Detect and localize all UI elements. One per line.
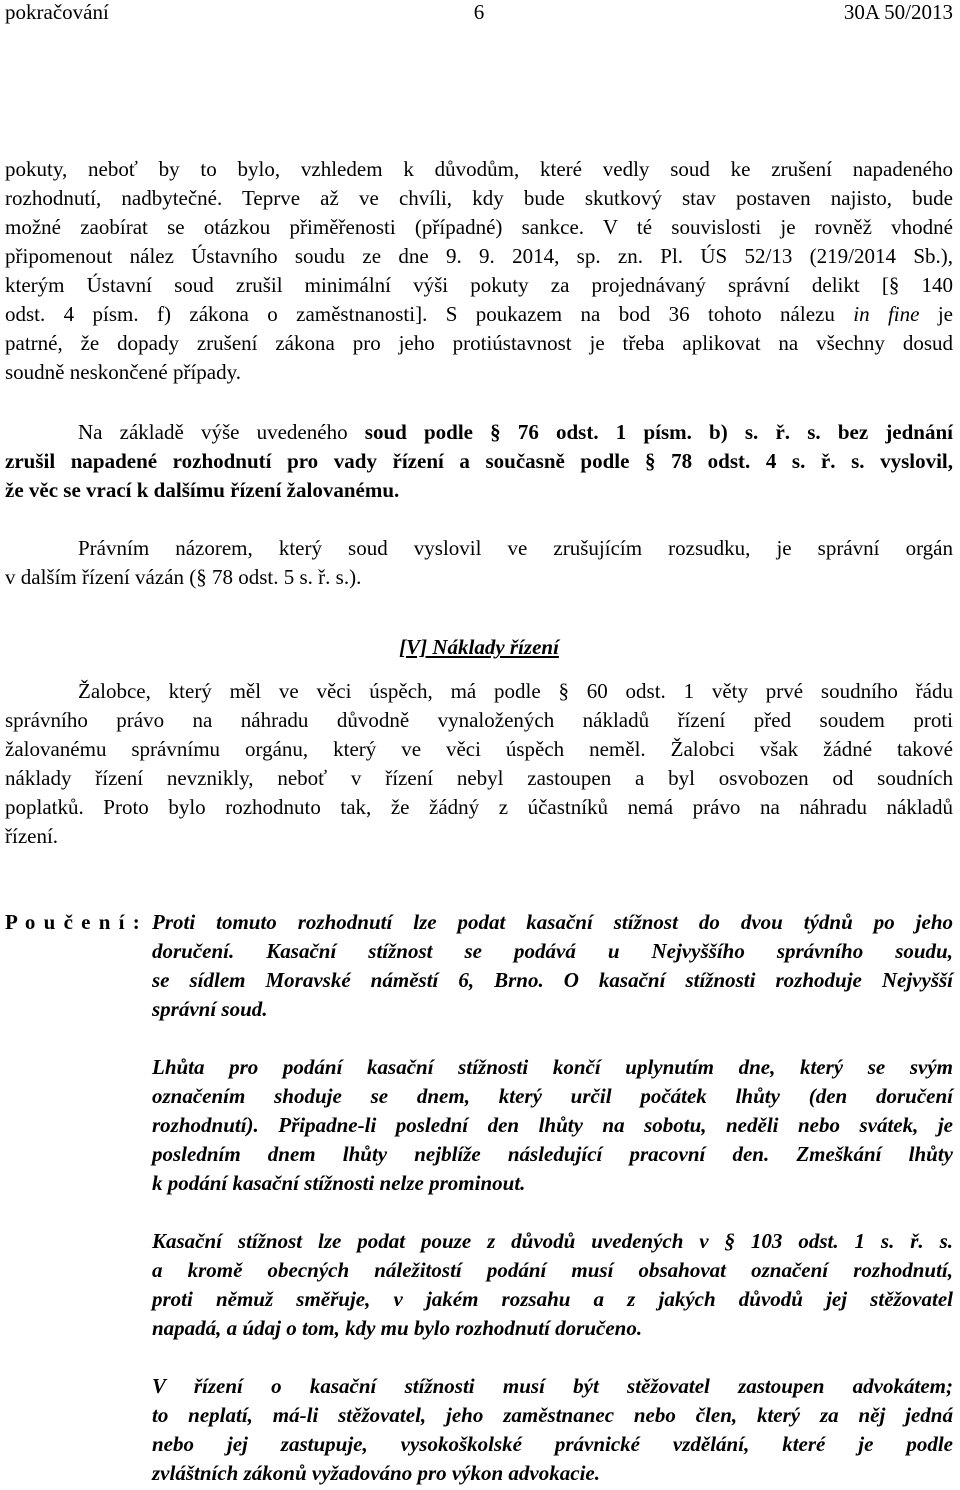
instruction-block-appeal bbox=[152, 908, 953, 1024]
continuation-label: pokračování bbox=[5, 0, 109, 24]
text-line: možné zaobírat se otázkou přiměřenosti (případné) sankce. V té souvislosti je rovněž vhodné bbox=[5, 215, 953, 239]
section-heading-text: [V] Náklady řízení bbox=[399, 635, 559, 659]
text-line: doručení. Kasační stížnost se podává u Nejvyššího správního soudu, bbox=[152, 939, 953, 963]
italic-text: in fine bbox=[853, 302, 920, 326]
bold-text: soud podle § 76 odst. 1 písm. b) s. ř. s. bez jednání bbox=[364, 420, 954, 444]
text-line: v dalším řízení vázán (§ 78 odst. 5 s. ř. s.). bbox=[5, 565, 362, 589]
text-line: to neplatí, má-li stěžovatel, jeho zaměstnanec nebo člen, který za něj jedná bbox=[152, 1403, 953, 1427]
text-line: patrné, že dopady zrušení zákona pro jeho protiústavnost je třeba aplikovat na všechny dosud bbox=[5, 331, 953, 355]
instruction-block-representation bbox=[152, 1372, 953, 1488]
text-line: označením shoduje se dnem, který určil počátek lhůty (den doručení bbox=[152, 1084, 953, 1108]
text-line: řízení. bbox=[5, 824, 59, 848]
page-header bbox=[5, 0, 953, 24]
text-line: se sídlem Moravské náměstí 6, Brno. O kasační stížnosti rozhoduje Nejvyšší bbox=[152, 968, 953, 992]
text-line: nebo jej zastupuje, vysokoškolské právnické vzdělání, které je podle bbox=[152, 1432, 953, 1456]
text-line: poplatků. Proto bylo rozhodnuto tak, že žádný z účastníků nemá právo na náhradu nákladů bbox=[5, 795, 953, 819]
text-line: V řízení o kasační stížnosti musí být stěžovatel zastoupen advokátem; bbox=[152, 1374, 953, 1398]
text-line: připomenout nález Ústavního soudu ze dne 9. 9. 2014, sp. zn. Pl. ÚS 52/13 (219/2014 Sb.), bbox=[5, 244, 953, 268]
text-segment: je bbox=[919, 302, 953, 326]
text-line: zvláštních zákonů vyžadováno pro výkon advokacie. bbox=[152, 1461, 600, 1485]
instruction-block-deadline bbox=[152, 1053, 953, 1198]
text-line: Právním názorem, který soud vyslovil ve zrušujícím rozsudku, je správní orgán bbox=[78, 536, 953, 560]
section-heading bbox=[5, 633, 953, 662]
text-line: pokuty, neboť by to bylo, vzhledem k důvodům, které vedly soud ke zrušení napadeného bbox=[5, 157, 953, 181]
instruction-block-grounds bbox=[152, 1227, 953, 1343]
text-line: kterým Ústavní soud zrušil minimální výši pokuty za projednávaný správní delikt [§ 140 bbox=[5, 273, 953, 297]
text-line: rozhodnutí). Připadne-li poslední den lhůty na sobotu, neděli nebo svátek, je bbox=[152, 1113, 953, 1137]
text-line: proti němuž směřuje, v jakém rozsahu a z jakých důvodů jej stěžovatel bbox=[152, 1287, 953, 1311]
case-number: 30A 50/2013 bbox=[843, 0, 953, 24]
text-segment: Na základě výše uvedeného bbox=[78, 420, 365, 444]
text-line: Proti tomuto rozhodnutí lze podat kasační stížnost do dvou týdnů po jeho bbox=[152, 910, 953, 934]
text-line: Lhůta pro podání kasační stížnosti končí uplynutím dne, který se svým bbox=[152, 1055, 953, 1079]
bold-text-line: zrušil napadené rozhodnutí pro vady řízení a současně podle § 78 odst. 4 s. ř. s. vyslovil, bbox=[5, 449, 953, 473]
text-line: správní soud. bbox=[152, 997, 268, 1021]
text-line: náklady řízení nevznikly, neboť v řízení nebyl zastoupen a byl osvobozen od soudních bbox=[5, 766, 953, 790]
text-line bbox=[5, 418, 953, 447]
costs-paragraph bbox=[5, 677, 953, 851]
text-line: správního právo na náhradu důvodně vynaložených nákladů řízení před soudem proti bbox=[5, 708, 953, 732]
text-line: Žalobce, který měl ve věci úspěch, má podle § 60 odst. 1 věty prvé soudního řádu bbox=[78, 679, 953, 703]
instruction-label: P o u č e n í : bbox=[5, 910, 142, 934]
reasoning-paragraph bbox=[5, 155, 953, 387]
bold-text-line: že věc se vrací k dalšímu řízení žalovanému. bbox=[5, 478, 400, 502]
text-line bbox=[5, 300, 953, 329]
legal-opinion-paragraph bbox=[5, 534, 953, 592]
text-line: rozhodnutí, nadbytečné. Teprve až ve chvíli, kdy bude skutkový stav postaven najisto, bude bbox=[5, 186, 953, 210]
verdict-paragraph bbox=[5, 418, 953, 505]
text-line: a kromě obecných náležitostí podání musí obsahovat označení rozhodnutí, bbox=[152, 1258, 953, 1282]
text-segment: odst. 4 písm. f) zákona o zaměstnanosti]. S poukazem na bod 36 tohoto nálezu bbox=[5, 302, 854, 326]
text-line: Kasační stížnost lze podat pouze z důvodů uvedených v § 103 odst. 1 s. ř. s. bbox=[152, 1229, 953, 1253]
text-line: k podání kasační stížnosti nelze prominout. bbox=[152, 1171, 526, 1195]
text-line: soudně neskončené případy. bbox=[5, 360, 241, 384]
text-line: žalovanému správnímu orgánu, který ve věci úspěch neměl. Žalobci však žádné takové bbox=[5, 737, 953, 761]
text-line: posledním dnem lhůty nejblíže následující pracovní den. Zmeškání lhůty bbox=[152, 1142, 953, 1166]
page-number: 6 bbox=[473, 0, 485, 24]
text-line: napadá, a údaj o tom, kdy mu bylo rozhodnutí doručeno. bbox=[152, 1316, 643, 1340]
